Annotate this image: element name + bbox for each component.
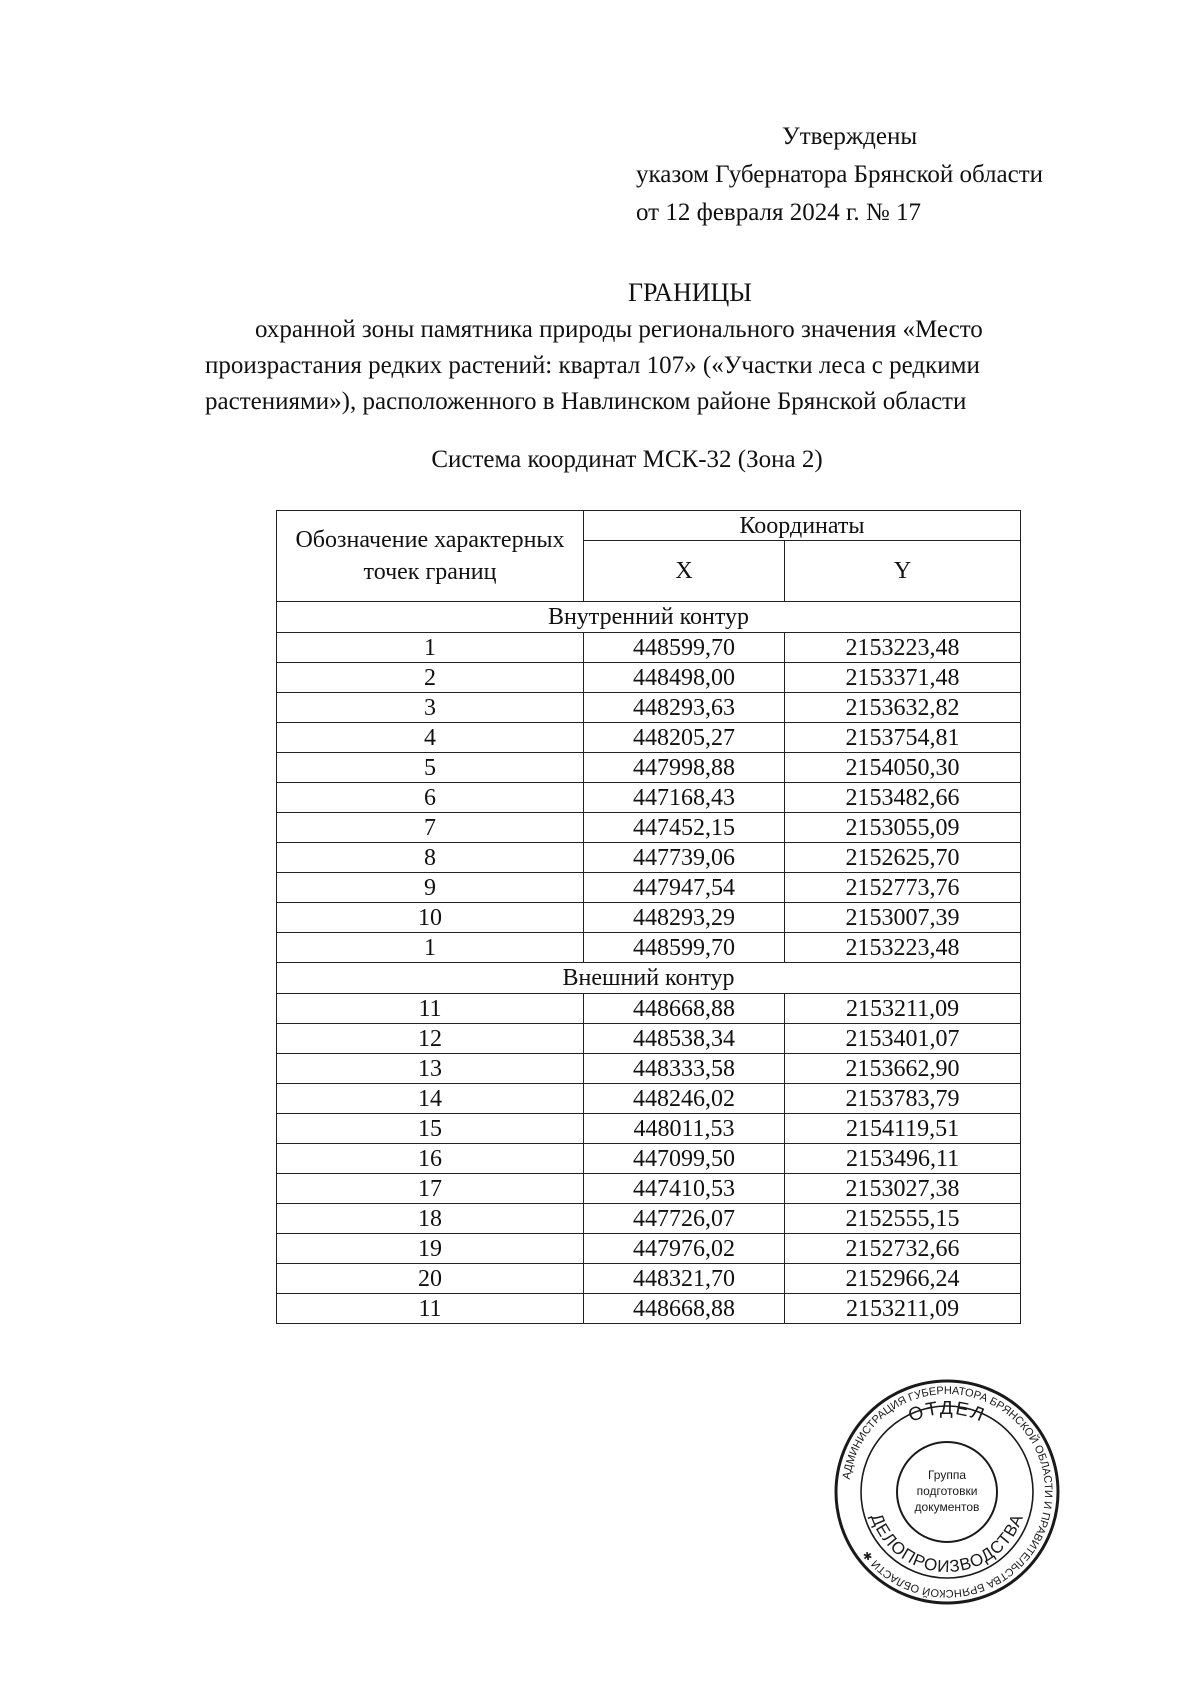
point-cell: 3	[277, 693, 584, 723]
y-coordinate-cell: 2153783,79	[785, 1084, 1021, 1114]
stamp-center-line-3: документов	[914, 1500, 980, 1514]
x-coordinate-cell: 448205,27	[584, 723, 785, 753]
table-row	[277, 1234, 1021, 1264]
document-subtitle	[205, 312, 1093, 420]
x-coordinate-cell: 448538,34	[584, 1024, 785, 1054]
table-row	[277, 903, 1021, 933]
y-coordinate-cell: 2153662,90	[785, 1054, 1021, 1084]
coordinate-system-label: Система координат МСК-32 (Зона 2)	[431, 446, 823, 473]
header-points: Обозначение характерных точек границ	[277, 511, 584, 602]
point-cell: 12	[277, 1024, 584, 1054]
point-cell: 1	[277, 933, 584, 963]
table-row	[277, 693, 1021, 723]
approval-line-2: указом Губернатора Брянской области	[636, 161, 1044, 188]
stamp-center-line-1: Группа	[927, 1468, 967, 1482]
point-cell: 10	[277, 903, 584, 933]
x-coordinate-cell: 447976,02	[584, 1234, 785, 1264]
y-coordinate-cell: 2153482,66	[785, 783, 1021, 813]
section-row	[277, 963, 1021, 994]
x-coordinate-cell: 447947,54	[584, 873, 785, 903]
point-cell: 6	[277, 783, 584, 813]
approval-line-1: Утверждены	[782, 123, 918, 150]
y-coordinate-cell: 2154119,51	[785, 1114, 1021, 1144]
stamp-ring-top: ОТДЕЛ	[905, 1397, 989, 1427]
x-coordinate-cell: 448246,02	[584, 1084, 785, 1114]
y-coordinate-cell: 2152625,70	[785, 843, 1021, 873]
y-coordinate-cell: 2153632,82	[785, 693, 1021, 723]
x-coordinate-cell: 447726,07	[584, 1204, 785, 1234]
point-cell: 2	[277, 663, 584, 693]
stamp-center-line-2: подготовки	[916, 1484, 978, 1498]
header-x: X	[584, 541, 785, 602]
point-cell: 19	[277, 1234, 584, 1264]
point-cell: 5	[277, 753, 584, 783]
table-body	[277, 602, 1021, 1324]
point-cell: 13	[277, 1054, 584, 1084]
x-coordinate-cell: 447739,06	[584, 843, 785, 873]
table-row	[277, 1174, 1021, 1204]
point-cell: 15	[277, 1114, 584, 1144]
approval-block	[636, 118, 1043, 232]
y-coordinate-cell: 2154050,30	[785, 753, 1021, 783]
stamp-outer-text: АДМИНИСТРАЦИЯ ГУБЕРНАТОРА БРЯНСКОЙ ОБЛАСТИ И ПРАВИТЕЛЬСТВА БРЯНСКОЙ ОБЛАСТИ ✱	[840, 1384, 1055, 1600]
table-row	[277, 1024, 1021, 1054]
x-coordinate-cell: 448011,53	[584, 1114, 785, 1144]
table-row	[277, 1294, 1021, 1324]
table-row	[277, 1084, 1021, 1114]
point-cell: 11	[277, 1294, 584, 1324]
x-coordinate-cell: 448321,70	[584, 1264, 785, 1294]
stamp-center	[915, 1468, 980, 1514]
table-row	[277, 933, 1021, 963]
x-coordinate-cell: 448599,70	[584, 633, 785, 663]
table-row	[277, 873, 1021, 903]
y-coordinate-cell: 2153211,09	[785, 1294, 1021, 1324]
table-row	[277, 994, 1021, 1024]
table-row	[277, 1054, 1021, 1084]
point-cell: 9	[277, 873, 584, 903]
point-cell: 18	[277, 1204, 584, 1234]
point-cell: 11	[277, 994, 584, 1024]
x-coordinate-cell: 448599,70	[584, 933, 785, 963]
point-cell: 14	[277, 1084, 584, 1114]
table-row	[277, 843, 1021, 873]
y-coordinate-cell: 2152555,15	[785, 1204, 1021, 1234]
table-row	[277, 813, 1021, 843]
point-cell: 4	[277, 723, 584, 753]
y-coordinate-cell: 2152773,76	[785, 873, 1021, 903]
approval-line-3: от 12 февраля 2024 г. № 17	[636, 199, 922, 226]
x-coordinate-cell: 447168,43	[584, 783, 785, 813]
header-y: Y	[785, 541, 1021, 602]
y-coordinate-cell: 2153371,48	[785, 663, 1021, 693]
x-coordinate-cell: 448668,88	[584, 1294, 785, 1324]
point-cell: 7	[277, 813, 584, 843]
boundary-coordinates-table	[276, 510, 1021, 1324]
y-coordinate-cell: 2153211,09	[785, 994, 1021, 1024]
table-row	[277, 1204, 1021, 1234]
y-coordinate-cell: 2153223,48	[785, 933, 1021, 963]
x-coordinate-cell: 447099,50	[584, 1144, 785, 1174]
y-coordinate-cell: 2152966,24	[785, 1264, 1021, 1294]
y-coordinate-cell: 2153754,81	[785, 723, 1021, 753]
y-coordinate-cell: 2153401,07	[785, 1024, 1021, 1054]
table-row	[277, 723, 1021, 753]
x-coordinate-cell: 447410,53	[584, 1174, 785, 1204]
y-coordinate-cell: 2153055,09	[785, 813, 1021, 843]
section-title: Внешний контур	[277, 963, 1021, 994]
x-coordinate-cell: 447452,15	[584, 813, 785, 843]
header-coordinates: Координаты	[584, 511, 1021, 541]
x-coordinate-cell: 447998,88	[584, 753, 785, 783]
y-coordinate-cell: 2153496,11	[785, 1144, 1021, 1174]
point-cell: 1	[277, 633, 584, 663]
x-coordinate-cell: 448333,58	[584, 1054, 785, 1084]
table-row	[277, 633, 1021, 663]
point-cell: 8	[277, 843, 584, 873]
x-coordinate-cell: 448293,29	[584, 903, 785, 933]
y-coordinate-cell: 2153027,38	[785, 1174, 1021, 1204]
document-title: ГРАНИЦЫ	[628, 278, 752, 307]
table-row	[277, 783, 1021, 813]
point-cell: 20	[277, 1264, 584, 1294]
stamp-ring-bottom: ДЕЛОПРОИЗВОДСТВА	[866, 1510, 1028, 1577]
table-row	[277, 663, 1021, 693]
point-cell: 16	[277, 1144, 584, 1174]
y-coordinate-cell: 2153223,48	[785, 633, 1021, 663]
subtitle-line-2: произрастания редких растений: квартал 107» («Участки леса с редкими	[205, 352, 980, 379]
section-title: Внутренний контур	[277, 602, 1021, 633]
x-coordinate-cell: 448668,88	[584, 994, 785, 1024]
subtitle-line-1: охранной зоны памятника природы регионального значения «Место	[255, 316, 983, 343]
y-coordinate-cell: 2153007,39	[785, 903, 1021, 933]
point-cell: 17	[277, 1174, 584, 1204]
table-row	[277, 1144, 1021, 1174]
subtitle-line-3: растениями»), расположенного в Навлинском районе Брянской области	[205, 388, 967, 415]
table-row	[277, 753, 1021, 783]
table-row	[277, 1264, 1021, 1294]
x-coordinate-cell: 448293,63	[584, 693, 785, 723]
y-coordinate-cell: 2152732,66	[785, 1234, 1021, 1264]
section-row	[277, 602, 1021, 633]
office-stamp	[833, 1378, 1061, 1606]
x-coordinate-cell: 448498,00	[584, 663, 785, 693]
table-row	[277, 1114, 1021, 1144]
